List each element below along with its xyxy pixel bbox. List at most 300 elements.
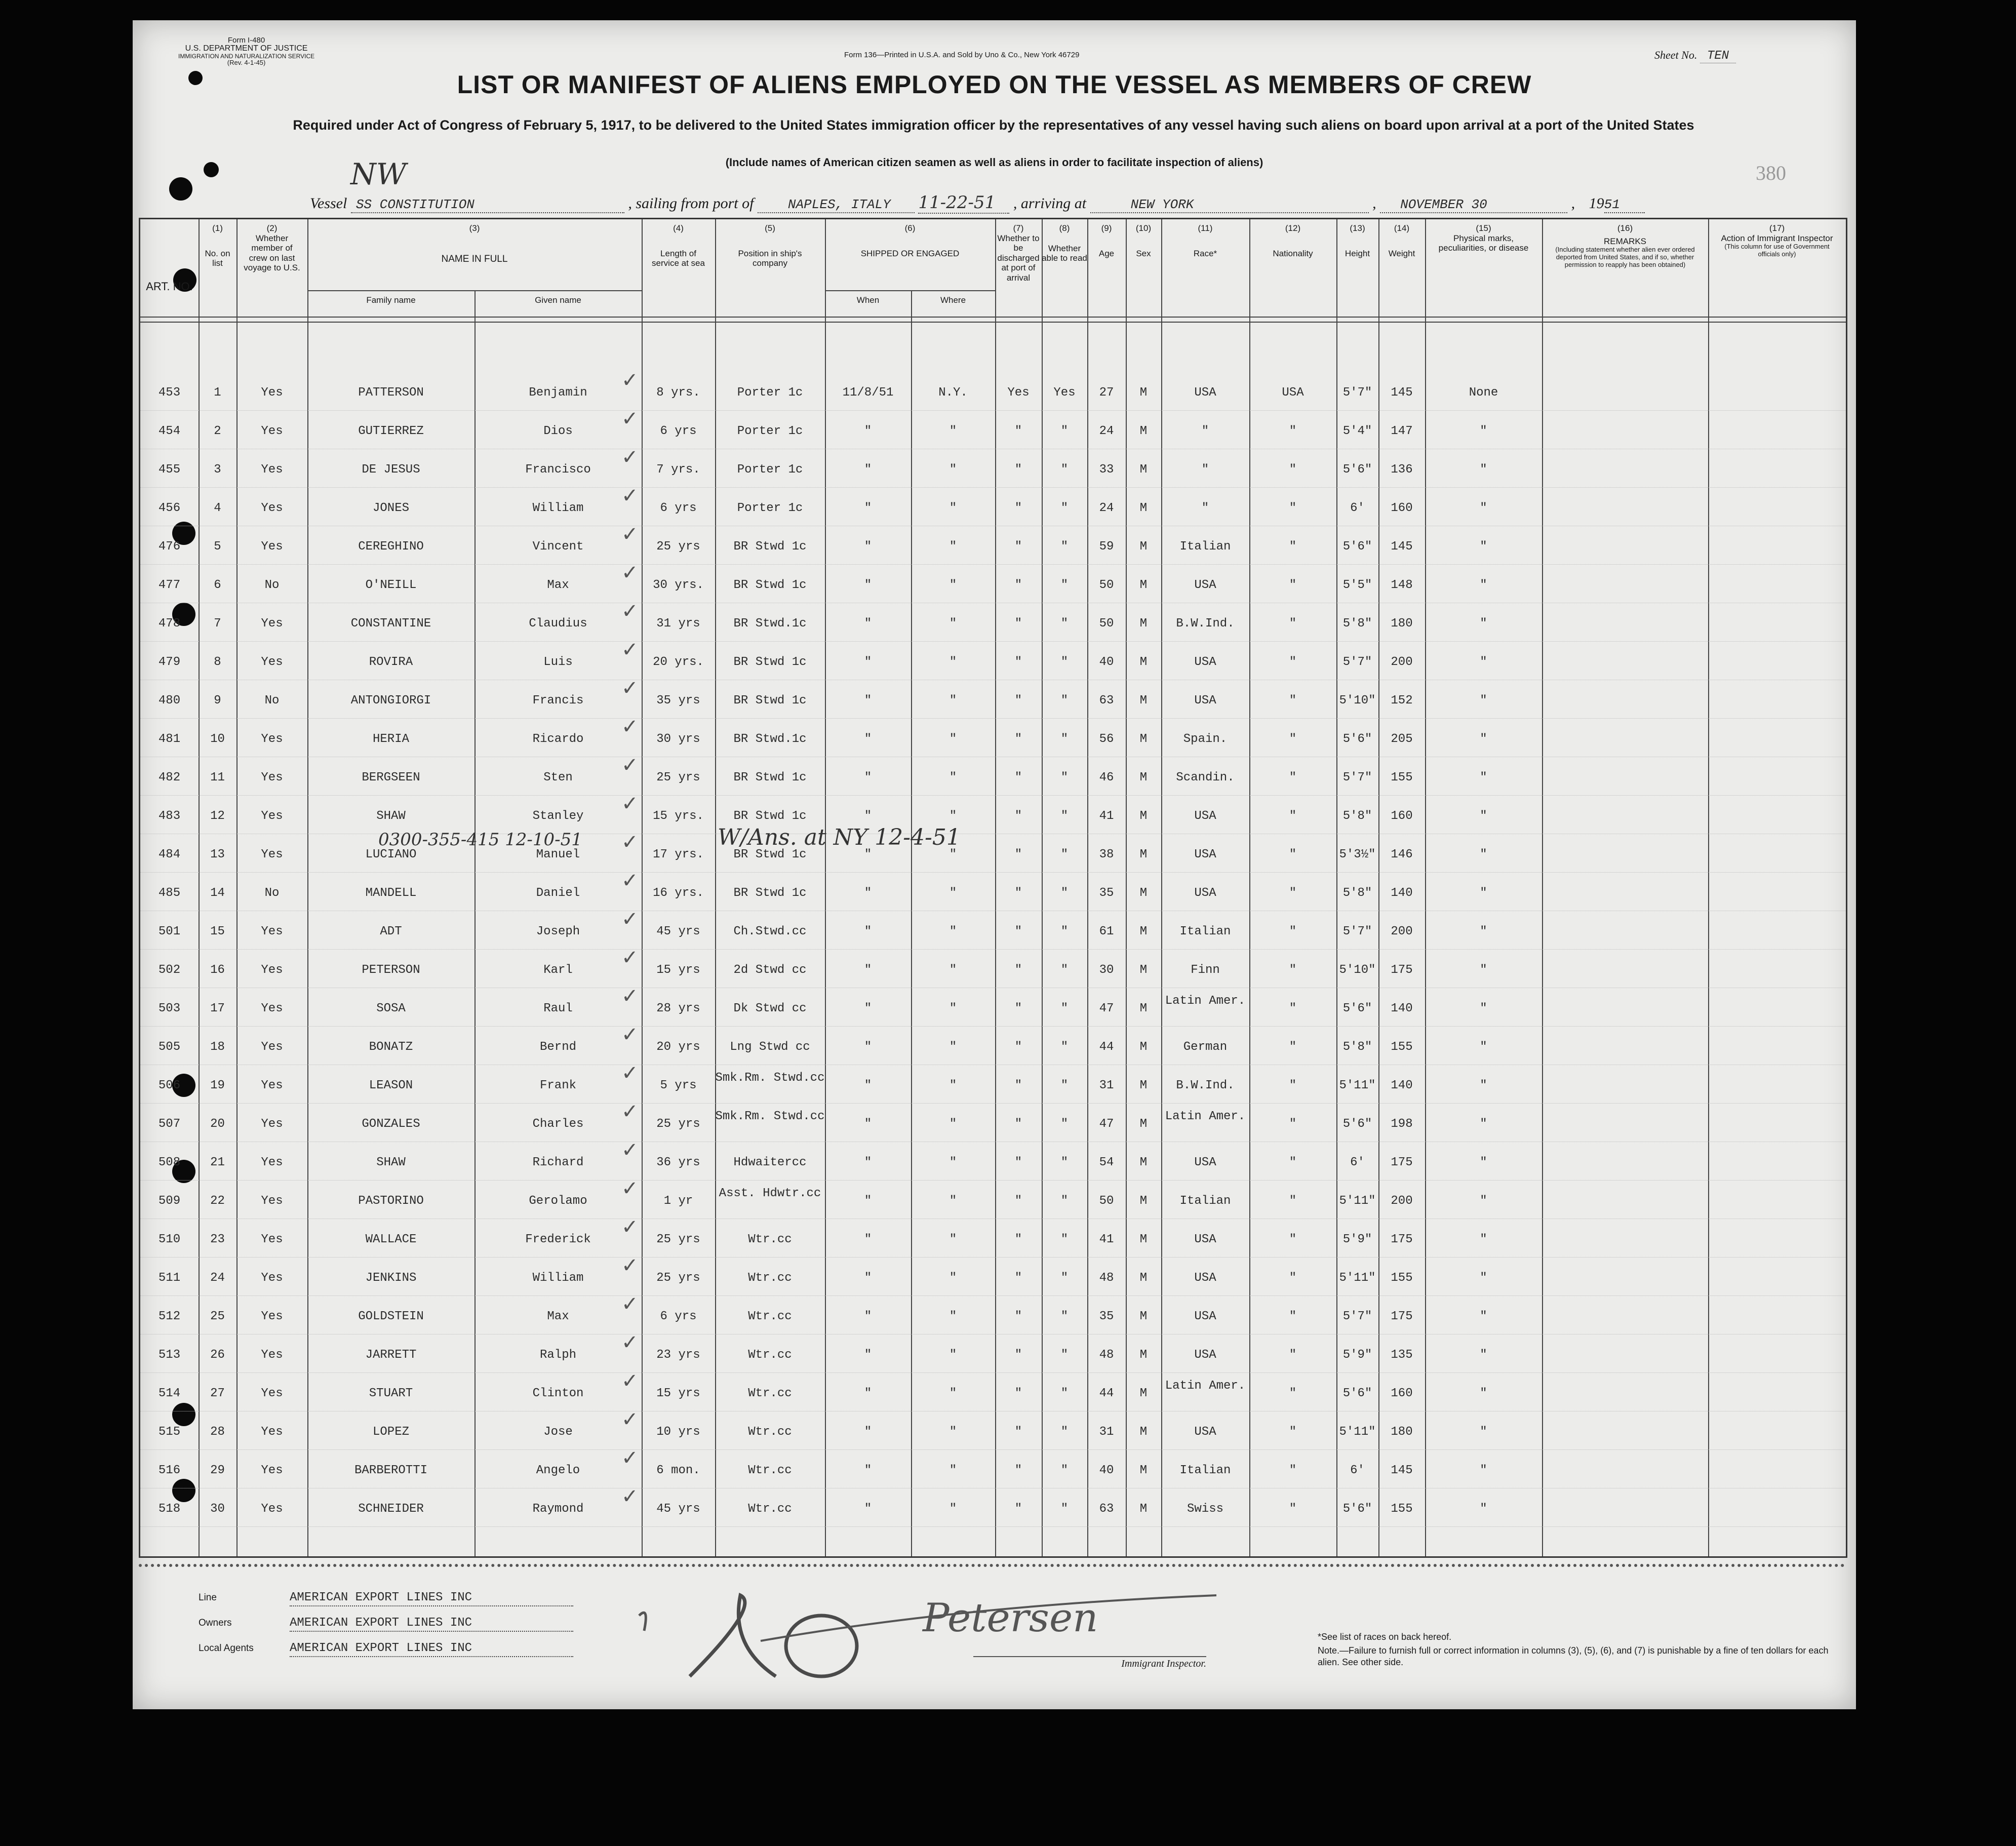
cell-where: "	[949, 540, 957, 554]
cell-where: "	[949, 1156, 957, 1169]
row-rule	[140, 795, 1846, 796]
cell-height: 5'8"	[1342, 886, 1372, 900]
cell-service: 16 yrs.	[653, 886, 704, 900]
cell-given-name: William	[532, 1271, 584, 1285]
row-rule	[140, 1026, 1846, 1027]
cell-age: 61	[1099, 925, 1114, 938]
cell-service: 23 yrs	[656, 1348, 700, 1362]
cell-marks: "	[1480, 1233, 1487, 1246]
owners-value: AMERICAN EXPORT LINES INC	[290, 1616, 573, 1632]
cell-weight: 155	[1391, 1040, 1413, 1054]
cell-nationality: "	[1289, 732, 1297, 746]
cell-art-no: 481	[158, 732, 181, 746]
cell-position: Lng Stwd cc	[730, 1040, 810, 1054]
cell-given-name: Jose	[543, 1425, 573, 1439]
cell-race: USA	[1194, 694, 1216, 708]
cell-age: 33	[1099, 463, 1114, 477]
header-position: (5) Position in ship's company	[738, 223, 802, 268]
cell-position: Wtr.cc	[748, 1502, 792, 1516]
vessel-value: SS CONSTITUTION	[351, 197, 624, 213]
cell-sex: M	[1139, 655, 1148, 669]
cell-weight: 198	[1391, 1117, 1413, 1131]
check-mark-icon: ✓	[621, 1023, 639, 1046]
cell-age: 27	[1099, 386, 1114, 400]
cell-weight: 147	[1391, 424, 1413, 438]
cell-weight: 160	[1391, 501, 1413, 515]
cell-position: BR Stwd 1c	[733, 540, 807, 554]
cell-marks: "	[1480, 1425, 1487, 1439]
cell-height: 5'6"	[1342, 540, 1372, 554]
cell-age: 48	[1099, 1271, 1114, 1285]
cell-height: 5'11"	[1339, 1271, 1376, 1285]
cell-position: BR Stwd.1c	[733, 732, 807, 746]
cell-age: 24	[1099, 501, 1114, 515]
cell-no: 19	[210, 1079, 225, 1092]
cell-weight: 155	[1391, 1502, 1413, 1516]
header-given-name: Given name	[535, 295, 581, 305]
crew-table	[139, 218, 1847, 1558]
cell-art-no: 507	[158, 1117, 181, 1131]
table-row	[140, 561, 1846, 605]
check-mark-icon: ✓	[621, 1331, 639, 1354]
cell-family-name: MANDELL	[365, 886, 417, 900]
check-mark-icon: ✓	[621, 1369, 639, 1393]
row-rule	[140, 718, 1846, 719]
cell-sex: M	[1139, 771, 1148, 784]
cell-last-voyage: Yes	[261, 1156, 283, 1169]
header-length-service: (4) Length of service at sea	[652, 223, 705, 268]
cell-position: Smk.Rm. Stwd.cc	[715, 1071, 825, 1085]
cell-given-name: Bernd	[539, 1040, 576, 1054]
cell-discharged: "	[1014, 1233, 1022, 1246]
cell-height: 5'6"	[1342, 1002, 1372, 1015]
cell-discharged: "	[1014, 848, 1022, 861]
table-row	[140, 908, 1846, 951]
cell-sex: M	[1139, 463, 1148, 477]
cell-family-name: PASTORINO	[358, 1194, 424, 1208]
cell-weight: 140	[1391, 1002, 1413, 1015]
cell-age: 40	[1099, 655, 1114, 669]
cell-discharged: "	[1014, 1117, 1022, 1131]
cell-read: "	[1060, 1079, 1069, 1092]
cell-family-name: JENKINS	[365, 1271, 417, 1285]
table-row	[140, 985, 1846, 1028]
cell-art-no: 456	[158, 501, 181, 515]
cell-read: "	[1060, 1040, 1069, 1054]
cell-family-name: BERGSEEN	[362, 771, 420, 784]
sailing-date-hand: 11-22-51	[918, 192, 1009, 214]
printer-line: Form 136—Printed in U.S.A. and Sold by Uno & Co., New York 46729	[844, 51, 1080, 59]
cell-weight: 200	[1391, 1194, 1413, 1208]
cell-no: 23	[210, 1233, 225, 1246]
cell-sex: M	[1139, 1271, 1148, 1285]
cell-height: 5'7"	[1342, 386, 1372, 400]
row-rule	[140, 564, 1846, 565]
cell-position: Wtr.cc	[748, 1310, 792, 1323]
cell-read: "	[1060, 1425, 1069, 1439]
check-mark-icon: ✓	[621, 792, 639, 815]
cell-nationality: "	[1289, 1348, 1297, 1362]
cell-no: 18	[210, 1040, 225, 1054]
cell-age: 63	[1099, 1502, 1114, 1516]
cell-when: "	[864, 1156, 872, 1169]
cell-marks: "	[1480, 886, 1487, 900]
cell-service: 8 yrs.	[656, 386, 700, 400]
cell-marks: "	[1480, 1002, 1487, 1015]
sailing-label: , sailing from port of	[628, 195, 754, 212]
cell-marks: "	[1480, 1156, 1487, 1169]
cell-race: USA	[1194, 578, 1216, 592]
cell-age: 38	[1099, 848, 1114, 861]
cell-race: Latin Amer.	[1165, 994, 1246, 1008]
cell-race: USA	[1194, 1425, 1216, 1439]
cell-when: "	[864, 1271, 872, 1285]
table-row	[140, 1138, 1846, 1182]
table-row	[140, 1292, 1846, 1336]
cell-discharged: "	[1014, 694, 1022, 708]
cell-when: "	[864, 1079, 872, 1092]
cell-height: 5'6"	[1342, 463, 1372, 477]
cell-nationality: USA	[1282, 386, 1304, 400]
cell-sex: M	[1139, 424, 1148, 438]
check-mark-icon: ✓	[621, 1062, 639, 1085]
cell-where: "	[949, 886, 957, 900]
cell-weight: 205	[1391, 732, 1413, 746]
cell-age: 50	[1099, 578, 1114, 592]
header-able-to-read: (8) Whether able to read	[1042, 223, 1087, 263]
cell-age: 50	[1099, 1194, 1114, 1208]
cell-nationality: "	[1289, 1156, 1297, 1169]
cell-art-no: 508	[158, 1156, 181, 1169]
cell-no: 14	[210, 886, 225, 900]
cell-where: N.Y.	[938, 386, 968, 400]
cell-family-name: SHAW	[376, 809, 406, 823]
cell-read: "	[1060, 617, 1069, 631]
cell-given-name: Vincent	[532, 540, 584, 554]
cell-read: "	[1060, 925, 1069, 938]
cell-art-no: 454	[158, 424, 181, 438]
cell-read: "	[1060, 463, 1069, 477]
cell-race: Italian	[1179, 540, 1231, 554]
cell-discharged: "	[1014, 1425, 1022, 1439]
cell-nationality: "	[1289, 1502, 1297, 1516]
cell-height: 5'10"	[1339, 963, 1376, 977]
cell-nationality: "	[1289, 1464, 1297, 1477]
cell-height: 6'	[1350, 1464, 1365, 1477]
cell-no: 1	[214, 386, 221, 400]
cell-family-name: GONZALES	[362, 1117, 420, 1131]
cell-weight: 148	[1391, 578, 1413, 592]
cell-service: 25 yrs	[656, 1271, 700, 1285]
cell-no: 7	[214, 617, 221, 631]
cell-service: 25 yrs	[656, 540, 700, 554]
cell-discharged: "	[1014, 886, 1022, 900]
cell-where: "	[949, 424, 957, 438]
cell-last-voyage: Yes	[261, 848, 283, 861]
cell-marks: "	[1480, 925, 1487, 938]
cell-family-name: LOPEZ	[372, 1425, 409, 1439]
cell-where: "	[949, 1040, 957, 1054]
check-mark-icon: ✓	[621, 715, 639, 738]
cell-art-no: 453	[158, 386, 181, 400]
cell-when: "	[864, 1387, 872, 1400]
cell-position: BR Stwd 1c	[733, 694, 807, 708]
cell-read: "	[1060, 1194, 1069, 1208]
cell-when: "	[864, 1464, 872, 1477]
cell-position: Wtr.cc	[748, 1425, 792, 1439]
cell-family-name: ANTONGIORGI	[350, 694, 431, 708]
cell-marks: "	[1480, 1464, 1487, 1477]
cell-family-name: LEASON	[369, 1079, 413, 1092]
header-last-voyage: (2) Whether member of crew on last voyage to U.S.	[244, 223, 300, 273]
cell-weight: 160	[1391, 809, 1413, 823]
cell-age: 63	[1099, 694, 1114, 708]
cell-nationality: "	[1289, 617, 1297, 631]
cell-weight: 155	[1391, 1271, 1413, 1285]
cell-family-name: ROVIRA	[369, 655, 413, 669]
cell-no: 29	[210, 1464, 225, 1477]
cell-when: "	[864, 694, 872, 708]
cell-weight: 145	[1391, 1464, 1413, 1477]
cell-sex: M	[1139, 1079, 1148, 1092]
cell-read: "	[1060, 848, 1069, 861]
cell-art-no: 515	[158, 1425, 181, 1439]
cell-position: Porter 1c	[737, 424, 803, 438]
cell-nationality: "	[1289, 1387, 1297, 1400]
cell-sex: M	[1139, 540, 1148, 554]
cell-service: 25 yrs	[656, 1233, 700, 1246]
race-note: *See list of races on back hereof.	[1318, 1632, 1452, 1642]
check-mark-icon: ✓	[621, 1485, 639, 1508]
cell-read: "	[1060, 1502, 1069, 1516]
cell-where: "	[949, 617, 957, 631]
cell-race: USA	[1194, 1310, 1216, 1323]
cell-where: "	[949, 463, 957, 477]
annotation-file-number: 0300-355-415 12-10-51	[378, 830, 582, 850]
table-row	[140, 677, 1846, 720]
cell-position: Wtr.cc	[748, 1233, 792, 1246]
header-name-in-full: (3) NAME IN FULL	[441, 223, 508, 264]
cell-where: "	[949, 1194, 957, 1208]
cell-weight: 136	[1391, 463, 1413, 477]
cell-read: "	[1060, 1156, 1069, 1169]
cell-race: B.W.Ind.	[1176, 617, 1235, 631]
cell-marks: "	[1480, 655, 1487, 669]
cell-race: "	[1201, 463, 1209, 477]
cell-service: 25 yrs	[656, 771, 700, 784]
cell-art-no: 502	[158, 963, 181, 977]
cell-sex: M	[1139, 1425, 1148, 1439]
cell-read: "	[1060, 963, 1069, 977]
cell-last-voyage: Yes	[261, 771, 283, 784]
cell-last-voyage: Yes	[261, 809, 283, 823]
cell-sex: M	[1139, 809, 1148, 823]
cell-discharged: "	[1014, 1348, 1022, 1362]
cell-sex: M	[1139, 501, 1148, 515]
cell-nationality: "	[1289, 809, 1297, 823]
cell-marks: "	[1480, 1271, 1487, 1285]
table-row	[140, 1369, 1846, 1413]
cell-nationality: "	[1289, 501, 1297, 515]
inspector-signature: Petersen	[923, 1595, 1098, 1641]
cell-where: "	[949, 578, 957, 592]
cell-service: 45 yrs	[656, 1502, 700, 1516]
cell-marks: "	[1480, 540, 1487, 554]
cell-art-no: 506	[158, 1079, 181, 1092]
cell-nationality: "	[1289, 1425, 1297, 1439]
cell-age: 50	[1099, 617, 1114, 631]
header-race: (11) Race*	[1193, 223, 1217, 258]
agents-value: AMERICAN EXPORT LINES INC	[290, 1641, 573, 1657]
cell-discharged: "	[1014, 1156, 1022, 1169]
cell-weight: 152	[1391, 694, 1413, 708]
cell-when: "	[864, 886, 872, 900]
cell-family-name: SHAW	[376, 1156, 406, 1169]
cell-family-name: PETERSON	[362, 963, 420, 977]
cell-position: BR Stwd 1c	[733, 809, 807, 823]
cell-last-voyage: Yes	[261, 617, 283, 631]
cell-when: "	[864, 424, 872, 438]
cell-age: 56	[1099, 732, 1114, 746]
cell-discharged: "	[1014, 1002, 1022, 1015]
cell-position: 2d Stwd cc	[733, 963, 807, 977]
line-value: AMERICAN EXPORT LINES INC	[290, 1590, 573, 1606]
header-family-name: Family name	[366, 295, 416, 305]
cell-age: 47	[1099, 1002, 1114, 1015]
cell-where: "	[949, 848, 957, 861]
row-rule	[140, 1449, 1846, 1450]
cell-where: "	[949, 925, 957, 938]
cell-race: USA	[1194, 1156, 1216, 1169]
cell-service: 5 yrs	[660, 1079, 697, 1092]
table-row	[140, 1177, 1846, 1221]
cell-read: "	[1060, 424, 1069, 438]
table-row	[140, 523, 1846, 566]
cell-read: "	[1060, 1464, 1069, 1477]
cell-height: 5'6"	[1342, 1387, 1372, 1400]
cell-sex: M	[1139, 694, 1148, 708]
cell-race: Italian	[1179, 925, 1231, 938]
cell-last-voyage: Yes	[261, 1348, 283, 1362]
cell-service: 1 yr	[663, 1194, 693, 1208]
row-rule	[140, 410, 1846, 411]
cell-height: 5'5"	[1342, 578, 1372, 592]
check-mark-icon: ✓	[621, 908, 639, 931]
cell-position: Smk.Rm. Stwd.cc	[715, 1110, 825, 1123]
cell-family-name: CONSTANTINE	[350, 617, 431, 631]
cell-marks: "	[1480, 1387, 1487, 1400]
row-rule	[140, 1257, 1846, 1258]
arriving-value: NEW YORK	[1090, 197, 1369, 213]
footer-block	[199, 1585, 573, 1661]
cell-family-name: PATTERSON	[358, 386, 424, 400]
cell-weight: 200	[1391, 655, 1413, 669]
cell-age: 44	[1099, 1040, 1114, 1054]
cell-where: "	[949, 1271, 957, 1285]
cell-art-no: 482	[158, 771, 181, 784]
check-mark-icon: ✓	[621, 1254, 639, 1277]
cell-position: BR Stwd 1c	[733, 848, 807, 861]
cell-sex: M	[1139, 886, 1148, 900]
cell-read: "	[1060, 1310, 1069, 1323]
cell-race: German	[1183, 1040, 1228, 1054]
annotation-remark: W/Ans. at NY 12-4-51	[718, 824, 961, 850]
check-mark-icon: ✓	[621, 1138, 639, 1162]
cell-art-no: 510	[158, 1233, 181, 1246]
page-subtitle: Required under Act of Congress of February 5, 1917, to be delivered to the United States immigration officer by the representatives of any vessel having such aliens on board upon arrival at a port of the United States	[293, 117, 1694, 133]
cell-discharged: "	[1014, 540, 1022, 554]
cell-when: "	[864, 809, 872, 823]
cell-no: 11	[210, 771, 225, 784]
agents-label: Local Agents	[199, 1643, 254, 1654]
cell-discharged: "	[1014, 1194, 1022, 1208]
cell-marks: None	[1469, 386, 1498, 400]
row-rule	[140, 1295, 1846, 1296]
cell-family-name: O'NEILL	[365, 578, 417, 592]
cell-marks: "	[1480, 1348, 1487, 1362]
cell-weight: 146	[1391, 848, 1413, 861]
cell-race: Italian	[1179, 1194, 1231, 1208]
cell-read: "	[1060, 732, 1069, 746]
cell-last-voyage: Yes	[261, 732, 283, 746]
cell-sex: M	[1139, 925, 1148, 938]
cell-given-name: Ralph	[539, 1348, 576, 1362]
page-title: LIST OR MANIFEST OF ALIENS EMPLOYED ON THE VESSEL AS MEMBERS OF CREW	[457, 70, 1532, 99]
cell-last-voyage: Yes	[261, 1387, 283, 1400]
cell-sex: M	[1139, 1194, 1148, 1208]
cell-race: "	[1201, 424, 1209, 438]
cell-last-voyage: Yes	[261, 1502, 283, 1516]
check-mark-icon: ✓	[621, 1100, 639, 1123]
footer-agents	[199, 1636, 573, 1661]
cell-art-no: 516	[158, 1464, 181, 1477]
cell-discharged: "	[1014, 424, 1022, 438]
cell-no: 25	[210, 1310, 225, 1323]
cell-discharged: "	[1014, 655, 1022, 669]
penalty-note: Note.—Failure to furnish full or correct information in columns (3), (5), (6), and (7) is punishable by a fine of ten dollars for each alien. See other side.	[1318, 1645, 1829, 1667]
cell-where: "	[949, 1117, 957, 1131]
cell-age: 41	[1099, 809, 1114, 823]
cell-read: "	[1060, 655, 1069, 669]
cell-family-name: GUTIERREZ	[358, 424, 424, 438]
cell-when: "	[864, 1502, 872, 1516]
cell-last-voyage: Yes	[261, 1310, 283, 1323]
footer-line	[199, 1585, 573, 1611]
cell-where: "	[949, 694, 957, 708]
cell-weight: 180	[1391, 1425, 1413, 1439]
sheet-number	[1654, 49, 1736, 63]
line-label: Line	[199, 1592, 217, 1603]
cell-given-name: Luis	[543, 655, 573, 669]
punch-hole	[169, 177, 192, 201]
cell-sex: M	[1139, 1348, 1148, 1362]
cell-art-no: 483	[158, 809, 181, 823]
cell-service: 6 yrs	[660, 501, 697, 515]
cell-age: 54	[1099, 1156, 1114, 1169]
cell-read: "	[1060, 1002, 1069, 1015]
cell-race: Italian	[1179, 1464, 1231, 1477]
cell-given-name: Karl	[543, 963, 573, 977]
cell-position: Hdwaitercc	[733, 1156, 807, 1169]
cell-no: 5	[214, 540, 221, 554]
cell-family-name: WALLACE	[365, 1233, 417, 1246]
cell-weight: 160	[1391, 1387, 1413, 1400]
cell-when: "	[864, 1040, 872, 1054]
cell-discharged: "	[1014, 732, 1022, 746]
cell-when: "	[864, 848, 872, 861]
cell-discharged: "	[1014, 1310, 1022, 1323]
cell-race: USA	[1194, 809, 1216, 823]
